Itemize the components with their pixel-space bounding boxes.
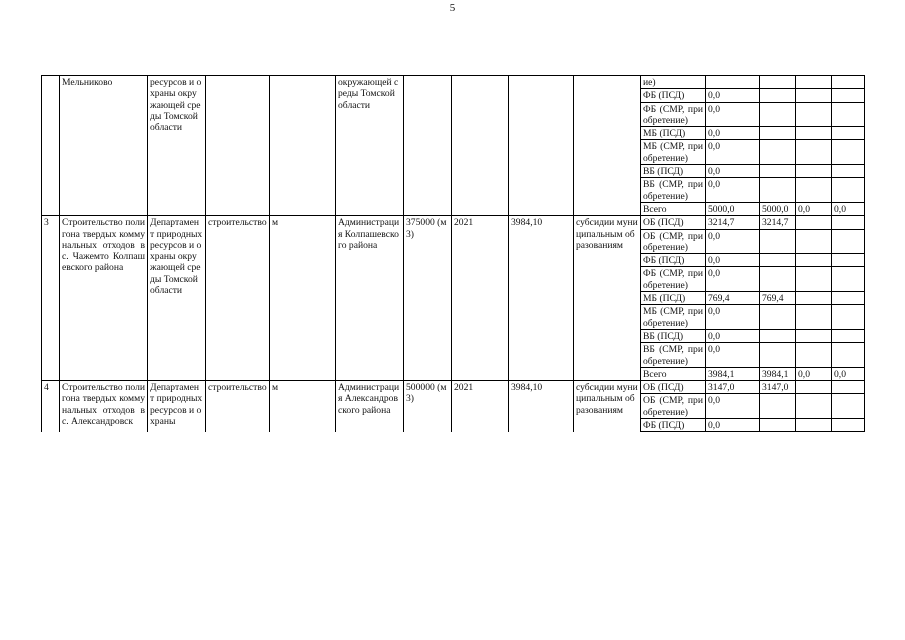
amount-total-cell: 0,0: [706, 178, 760, 203]
funding-source-cell: ОБ (СМР, приобретение): [641, 229, 706, 254]
amount-after-cell: [832, 394, 865, 419]
amount-next-cell: [796, 419, 832, 432]
amount-next-cell: [796, 76, 832, 89]
amount-next-cell: [796, 305, 832, 330]
amount-after-cell: [832, 419, 865, 432]
amount-total-cell: 0,0: [706, 165, 760, 178]
amount-after-cell: [832, 140, 865, 165]
amount-after-cell: [832, 89, 865, 102]
amount-next-cell: [796, 343, 832, 368]
amount-year-cell: [760, 229, 796, 254]
amount-next-cell: 0,0: [796, 202, 832, 215]
customer-cell: окружающей среды Томской области: [336, 76, 404, 216]
amount-year-cell: [760, 102, 796, 127]
amount-after-cell: [832, 165, 865, 178]
funding-source-cell: МБ (СМР, приобретение): [641, 140, 706, 165]
amount-total-cell: 0,0: [706, 127, 760, 140]
object-name-cell: Строительство полигона твердых коммунальных отходов в с. Александровск: [60, 381, 148, 432]
amount-year-cell: [760, 178, 796, 203]
object-name-cell: Строительство полигона твердых коммунальных отходов в с. Чажемто Колпашевского района: [60, 216, 148, 381]
funding-source-cell: ОБ (СМР, приобретение): [641, 394, 706, 419]
amount-next-cell: [796, 102, 832, 127]
amount-year-cell: [760, 127, 796, 140]
capacity-cell: 375000 (м3): [404, 216, 452, 381]
table-row: [42, 381, 865, 394]
amount-next-cell: [796, 178, 832, 203]
funding-source-cell: ие): [641, 76, 706, 89]
amount-year-cell: 3984,1: [760, 367, 796, 380]
executor-cell: Департамент природных ресурсов и охраны: [148, 381, 206, 432]
work-type-cell: строительство: [206, 216, 270, 381]
amount-after-cell: [832, 254, 865, 267]
amount-total-cell: 0,0: [706, 343, 760, 368]
table-body: [42, 76, 865, 432]
amount-total-cell: 3984,1: [706, 367, 760, 380]
unit-cell: м: [270, 381, 336, 432]
amount-total-cell: 3214,7: [706, 216, 760, 229]
amount-year-cell: [760, 267, 796, 292]
funding-source-cell: Всего: [641, 202, 706, 215]
amount-after-cell: [832, 76, 865, 89]
capacity-cell: [404, 76, 452, 216]
amount-next-cell: [796, 127, 832, 140]
amount-total-cell: 0,0: [706, 394, 760, 419]
page-number: 5: [449, 2, 456, 14]
amount-total-cell: 0,0: [706, 267, 760, 292]
amount-total-cell: 0,0: [706, 419, 760, 432]
amount-year-cell: [760, 76, 796, 89]
funding-source-cell: ФБ (СМР, приобретение): [641, 267, 706, 292]
amount-total-cell: 0,0: [706, 89, 760, 102]
funding-source-cell: ФБ (ПСД): [641, 89, 706, 102]
amount-year-cell: 3147,0: [760, 381, 796, 394]
amount-next-cell: [796, 267, 832, 292]
amount-total-cell: 0,0: [706, 254, 760, 267]
mechanism-cell: субсидии муниципальным образованиям: [574, 216, 641, 381]
customer-cell: Администрация Колпашевского района: [336, 216, 404, 381]
amount-total-cell: 5000,0: [706, 202, 760, 215]
investment-table: [41, 75, 865, 432]
unit-cell: м: [270, 216, 336, 381]
funding-source-cell: ВБ (ПСД): [641, 165, 706, 178]
year-cell: [452, 76, 509, 216]
amount-next-cell: [796, 381, 832, 394]
amount-year-cell: [760, 329, 796, 342]
amount-year-cell: [760, 419, 796, 432]
amount-after-cell: [832, 102, 865, 127]
amount-year-cell: [760, 343, 796, 368]
mechanism-cell: субсидии муниципальным образованиям: [574, 381, 641, 432]
amount-total-cell: [706, 76, 760, 89]
cost-cell: 3984,10: [509, 216, 574, 381]
amount-year-cell: [760, 165, 796, 178]
amount-total-cell: 0,0: [706, 140, 760, 165]
amount-year-cell: 769,4: [760, 292, 796, 305]
amount-year-cell: [760, 254, 796, 267]
funding-source-cell: ФБ (СМР, приобретение): [641, 102, 706, 127]
amount-after-cell: [832, 292, 865, 305]
executor-cell: ресурсов и охраны окружающей среды Томской области: [148, 76, 206, 216]
amount-after-cell: [832, 343, 865, 368]
amount-after-cell: 0,0: [832, 202, 865, 215]
funding-source-cell: ОБ (ПСД): [641, 216, 706, 229]
year-cell: 2021: [452, 381, 509, 432]
amount-after-cell: [832, 229, 865, 254]
amount-after-cell: [832, 267, 865, 292]
unit-cell: [270, 76, 336, 216]
amount-year-cell: [760, 305, 796, 330]
amount-year-cell: 5000,0: [760, 202, 796, 215]
amount-total-cell: 3147,0: [706, 381, 760, 394]
table-row: [42, 76, 865, 89]
amount-after-cell: [832, 127, 865, 140]
amount-total-cell: 0,0: [706, 102, 760, 127]
cost-cell: 3984,10: [509, 381, 574, 432]
funding-source-cell: ВБ (ПСД): [641, 329, 706, 342]
amount-after-cell: 0,0: [832, 367, 865, 380]
table-row: [42, 216, 865, 229]
work-type-cell: строительство: [206, 381, 270, 432]
cost-cell: [509, 76, 574, 216]
amount-after-cell: [832, 381, 865, 394]
funding-source-cell: ФБ (ПСД): [641, 254, 706, 267]
amount-next-cell: [796, 216, 832, 229]
amount-total-cell: 0,0: [706, 229, 760, 254]
amount-after-cell: [832, 305, 865, 330]
year-cell: 2021: [452, 216, 509, 381]
amount-total-cell: 769,4: [706, 292, 760, 305]
work-type-cell: [206, 76, 270, 216]
amount-year-cell: [760, 394, 796, 419]
amount-next-cell: [796, 292, 832, 305]
amount-after-cell: [832, 178, 865, 203]
amount-year-cell: [760, 140, 796, 165]
funding-source-cell: ОБ (ПСД): [641, 381, 706, 394]
amount-next-cell: [796, 254, 832, 267]
customer-cell: Администрация Александровского района: [336, 381, 404, 432]
amount-after-cell: [832, 329, 865, 342]
amount-next-cell: [796, 394, 832, 419]
amount-total-cell: 0,0: [706, 329, 760, 342]
capacity-cell: 500000 (м3): [404, 381, 452, 432]
funding-source-cell: ВБ (СМР, приобретение): [641, 178, 706, 203]
amount-next-cell: [796, 329, 832, 342]
funding-source-cell: ФБ (ПСД): [641, 419, 706, 432]
row-number-cell: 4: [42, 381, 60, 432]
amount-year-cell: [760, 89, 796, 102]
row-number-cell: [42, 76, 60, 216]
object-name-cell: Мельниково: [60, 76, 148, 216]
amount-next-cell: [796, 165, 832, 178]
amount-next-cell: [796, 140, 832, 165]
funding-source-cell: ВБ (СМР, приобретение): [641, 343, 706, 368]
funding-source-cell: МБ (ПСД): [641, 127, 706, 140]
amount-next-cell: 0,0: [796, 367, 832, 380]
funding-source-cell: МБ (СМР, приобретение): [641, 305, 706, 330]
funding-source-cell: МБ (ПСД): [641, 292, 706, 305]
amount-after-cell: [832, 216, 865, 229]
funding-source-cell: Всего: [641, 367, 706, 380]
amount-next-cell: [796, 89, 832, 102]
mechanism-cell: [574, 76, 641, 216]
amount-total-cell: 0,0: [706, 305, 760, 330]
amount-next-cell: [796, 229, 832, 254]
amount-year-cell: 3214,7: [760, 216, 796, 229]
row-number-cell: 3: [42, 216, 60, 381]
executor-cell: Департамент природных ресурсов и охраны окружающей среды Томской области: [148, 216, 206, 381]
